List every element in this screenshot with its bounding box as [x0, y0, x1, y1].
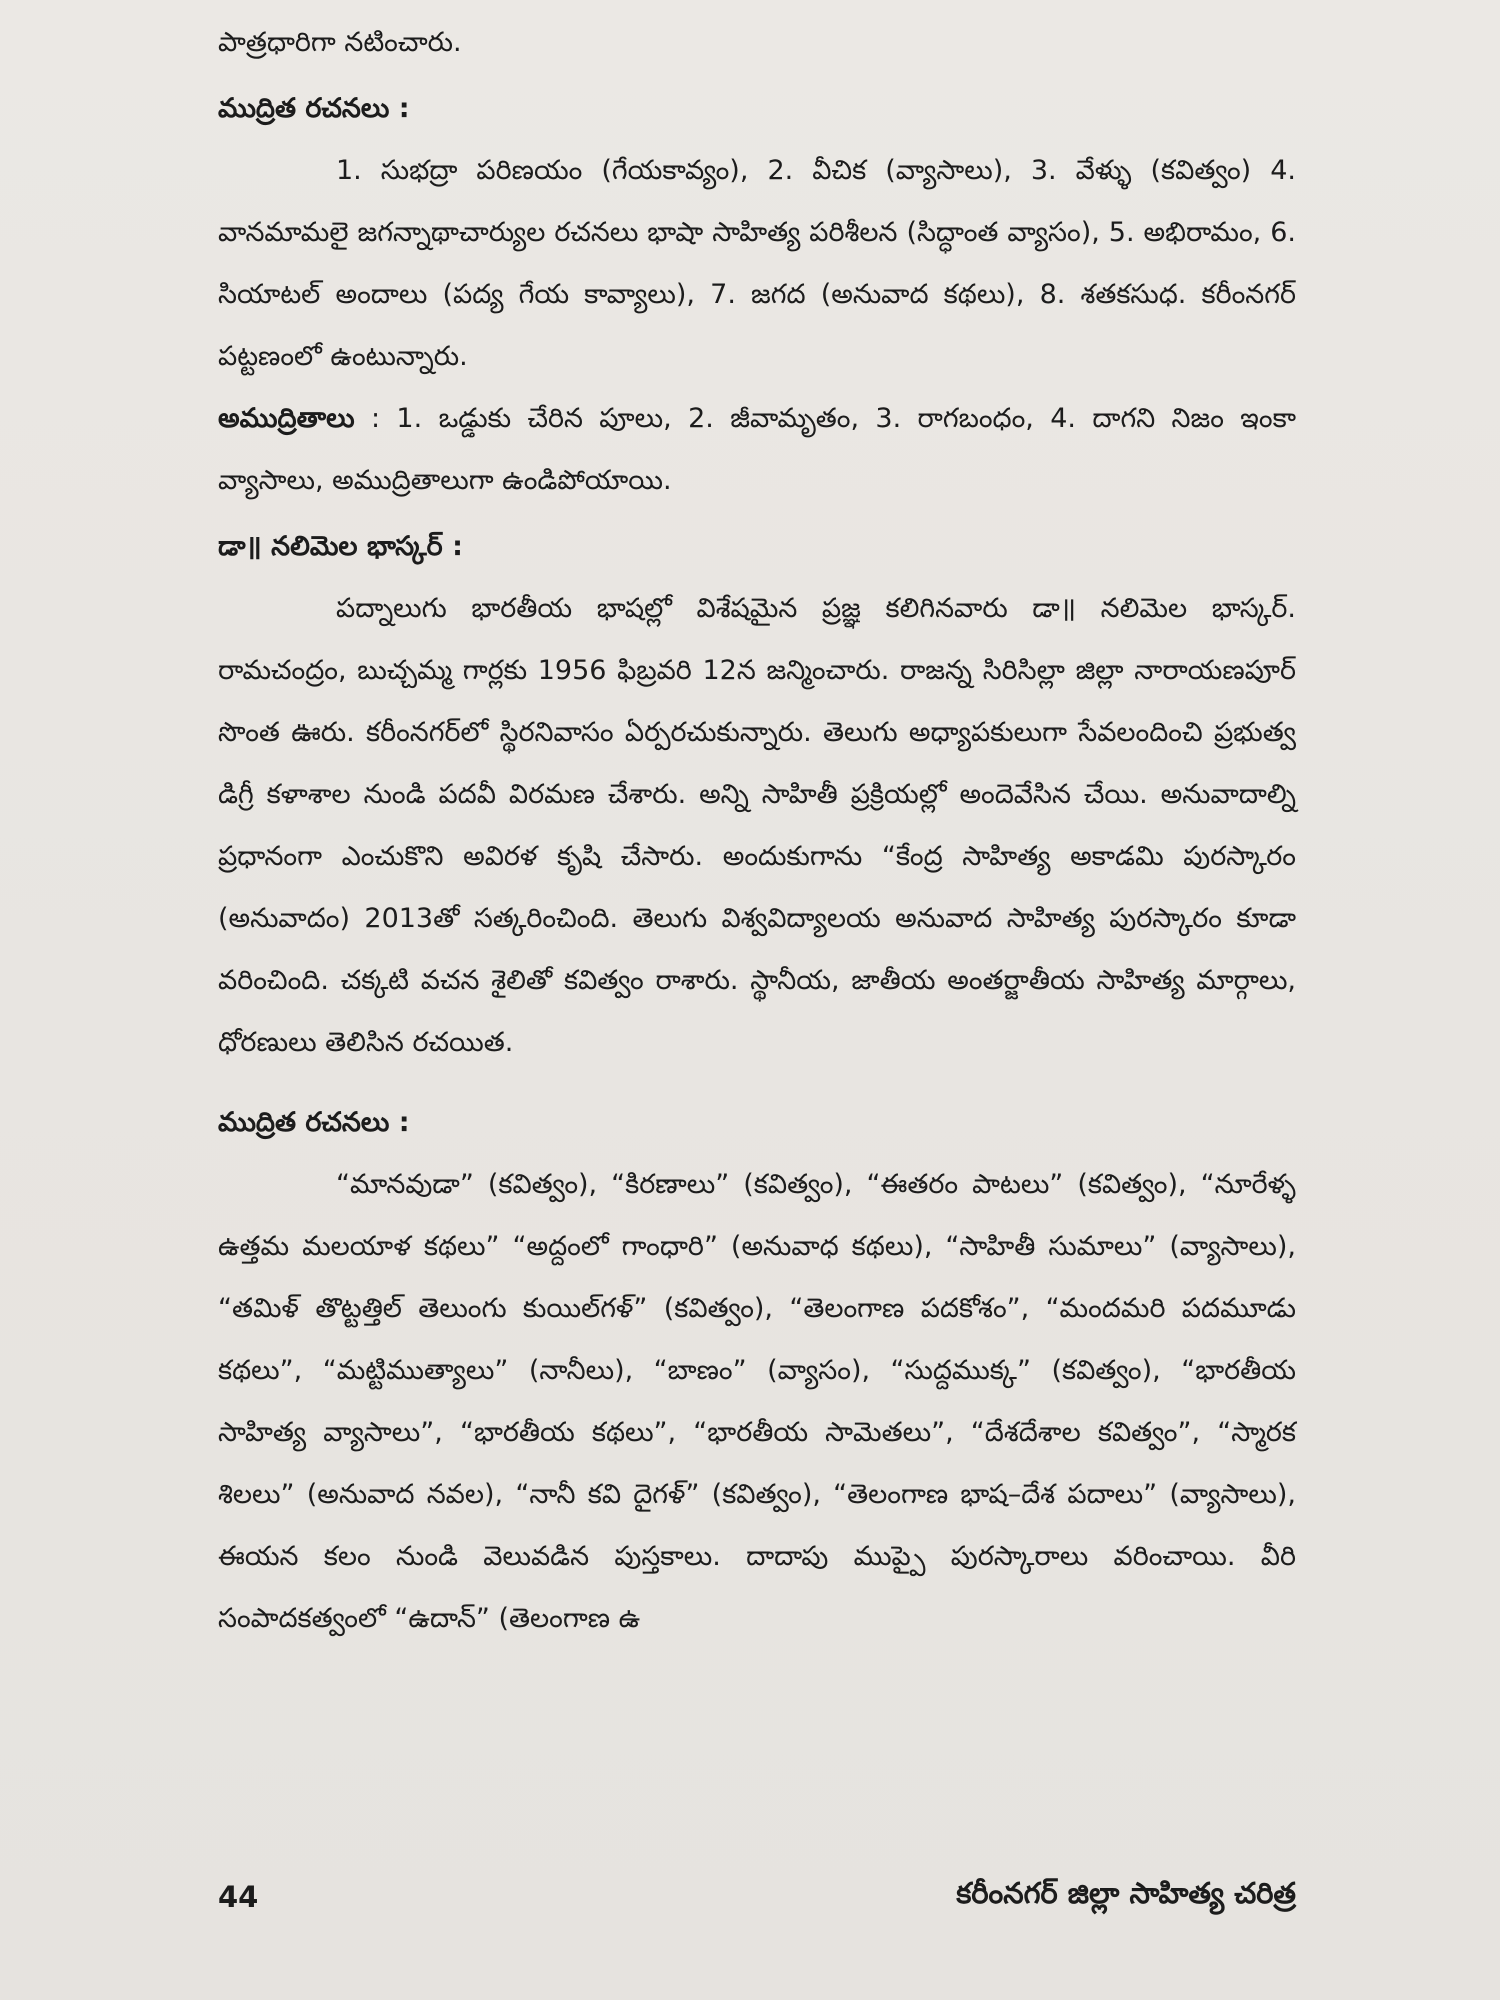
unpublished-works-paragraph — [218, 388, 1296, 512]
section-heading-person: డా॥ నలిమెల భాస్కర్ : — [218, 531, 463, 562]
section-heading-published-works: ముద్రిత రచనలు : — [218, 93, 410, 124]
running-title: కరీంనగర్ జిల్లా సాహిత్య చరిత్ర — [956, 1876, 1296, 1910]
page-body — [218, 12, 1296, 1650]
published-works-list-paragraph: “మానవుడా” (కవిత్వం), “కిరణాలు” (కవిత్వం), “ఈతరం పాటలు” (కవిత్వం), “నూరేళ్ళ ఉత్తమ మలయాళ కథలు” “అద్దంలో గాంధారి” (అనువాధ కథలు), “సాహితీ సుమాలు” (వ్యాసాలు), “తమిళ్ తొట్టత్తిల్ తెలుంగు కుయిల్‌గళ్” (కవిత్వం), “తెలంగాణ పదకోశం”, “మందమరి పదమూడు కథలు”, “మట్టిముత్యాలు” (నానీలు), “బాణం” (వ్యాసం), “సుద్దముక్క” (కవిత్వం), “భారతీయ సాహిత్య వ్యాసాలు”, “భారతీయ కథలు”, “భారతీయ సామెతలు”, “దేశదేశాల కవిత్వం”, “స్మారక శిలలు” (అనువాద నవల), “నానీ కవి దైగళ్” (కవిత్వం), “తెలంగాణ భాష–దేశ పదాలు” (వ్యాసాలు), ఈయన కలం నుండి వెలువడిన పుస్తకాలు. దాదాపు ముప్పై పురస్కారాలు వరించాయి. వీరి సంపాదకత్వంలో “ఉదాన్” (తెలంగాణ ఉ — [218, 1169, 1296, 1634]
section-heading-published-works-2: ముద్రిత రచనలు : — [218, 1107, 410, 1138]
person-biography-paragraph: పద్నాలుగు భారతీయ భాషల్లో విశేషమైన ప్రజ్ఞ కలిగినవారు డా॥ నలిమెల భాస్కర్. రామచంద్రం, బుచ్చమ్మ గార్లకు 1956 ఫిబ్రవరి 12న జన్మించారు. రాజన్న సిరిసిల్లా జిల్లా నారాయణపూర్ సొంత ఊరు. కరీంనగర్‌లో స్థిరనివాసం ఏర్పరచుకున్నారు. తెలుగు అధ్యాపకులుగా సేవలందించి ప్రభుత్వ డిగ్రీ కళాశాల నుండి పదవీ విరమణ చేశారు. అన్ని సాహితీ ప్రక్రియల్లో అందెవేసిన చేయి. అనువాదాల్ని ప్రధానంగా ఎంచుకొని అవిరళ కృషి చేసారు. అందుకుగాను “కేంద్ర సాహిత్య అకాడమి పురస్కారం (అనువాదం) 2013తో సత్కరించింది. తెలుగు విశ్వవిద్యాలయ అనువాద సాహిత్య పురస్కారం కూడా వరించింది. చక్కటి వచన శైలితో కవిత్వం రాశారు. స్థానీయ, జాతీయ అంతర్జాతీయ సాహిత్య మార్గాలు, ధోరణులు తెలిసిన రచయిత. — [218, 593, 1296, 1058]
unpublished-label: అముద్రితాలు — [218, 403, 355, 434]
unpublished-list: : 1. ఒడ్డుకు చేరిన పూలు, 2. జీవామృతం, 3. రాగబంధం, 4. దాగని నిజం ఇంకా వ్యాసాలు, అముద్రితాలుగా ఉండిపోయాయి. — [218, 403, 1296, 496]
continuation-line: పాత్రధారిగా నటించారు. — [218, 27, 462, 58]
page-number: 44 — [218, 1880, 259, 1914]
page-footer — [218, 1872, 1296, 1922]
section-gap — [218, 1074, 1296, 1088]
published-works-paragraph: 1. సుభద్రా పరిణయం (గేయకావ్యం), 2. వీచిక (వ్యాసాలు), 3. వేళ్ళు (కవిత్వం) 4. వానమామలై జగన్నాథాచార్యుల రచనలు భాషా సాహిత్య పరిశీలన (సిద్ధాంత వ్యాసం), 5. అభిరామం, 6. సియాటల్ అందాలు (పద్య గేయ కావ్యాలు), 7. జగద (అనువాద కథలు), 8. శతకసుధ. కరీంనగర్ పట్టణంలో ఉంటున్నారు. — [218, 155, 1296, 372]
